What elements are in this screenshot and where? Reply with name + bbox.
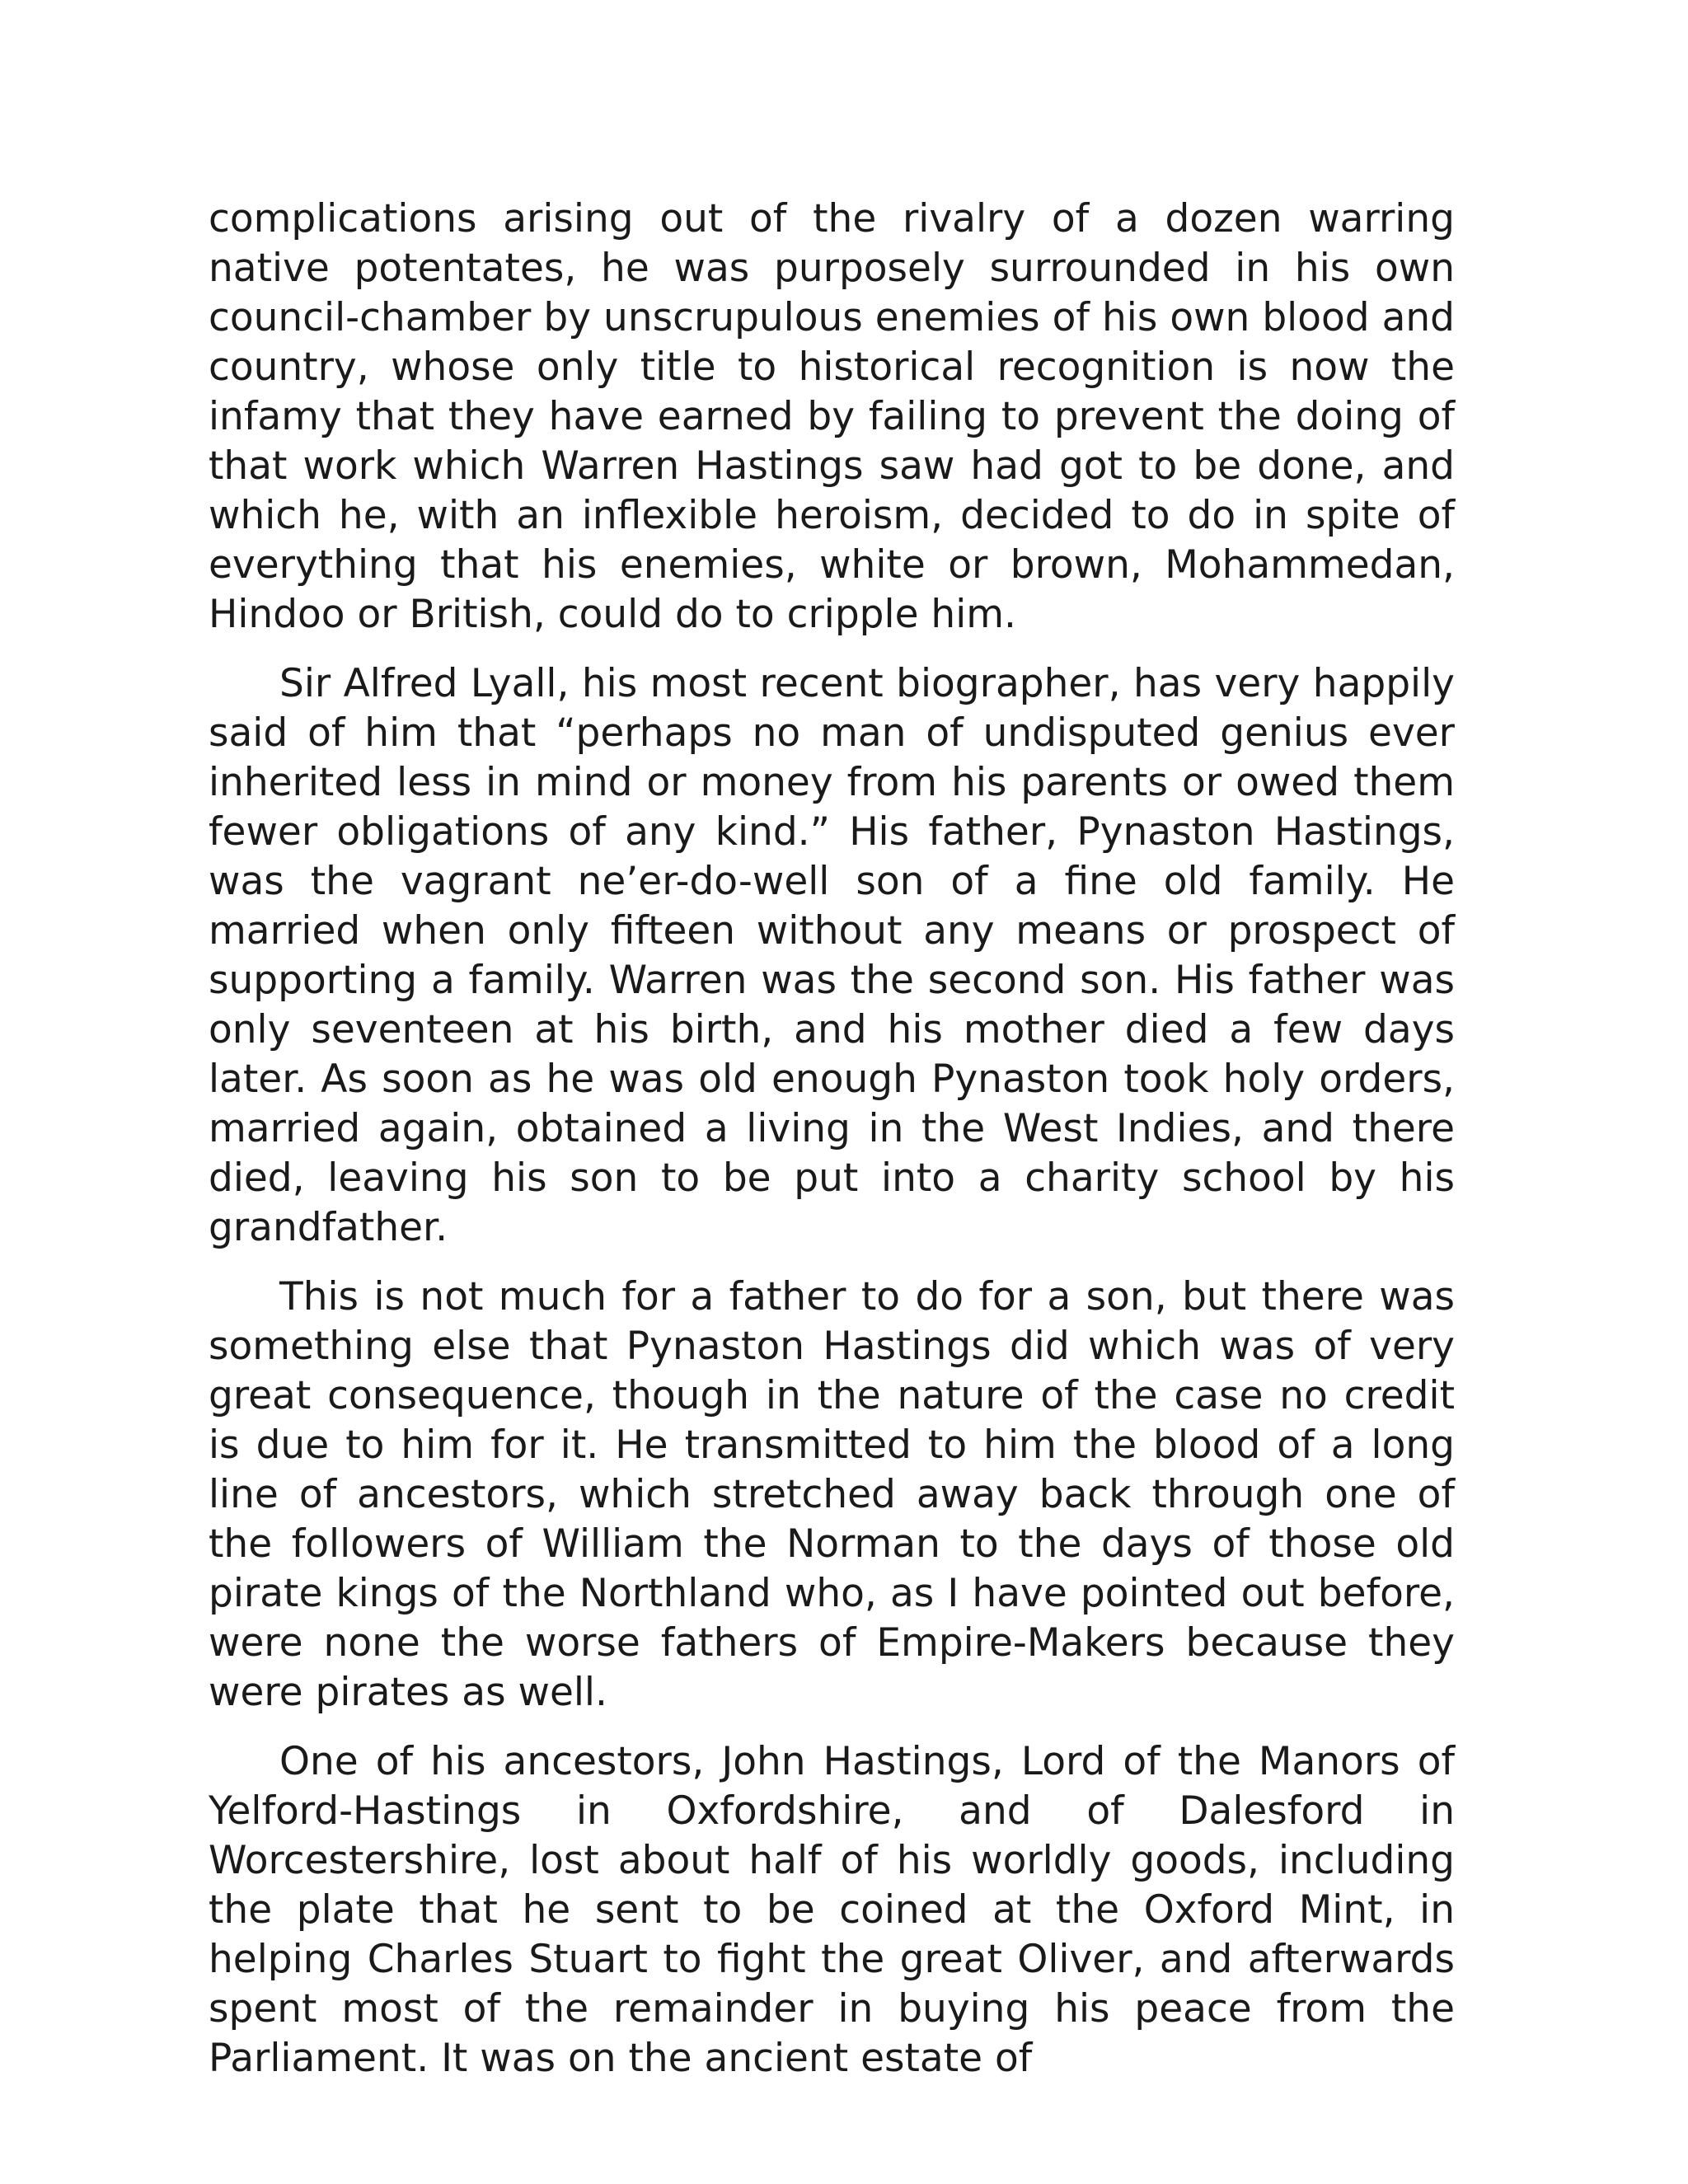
paragraph-2: Sir Alfred Lyall, his most recent biographer, has very happily said of him that “perhaps no man of undisputed genius ever inherited less in mind or money from his parents or owed them fewer obligations of any kind.” His father, Pynaston Hastings, was the vagrant ne’er-do-well son of a fine old family. He married when only fifteen without any means or prospect of supporting a family. Warren was the second son. His father was only seventeen at his birth, and his mother died a few days later. As soon as he was old enough Pynaston took holy orders, married again, obtained a living in the West Indies, and there died, leaving his son to be put into a charity school by his grandfather. xyxy=(209,661,1455,1250)
paragraph-3: This is not much for a father to do for a son, but there was something else that Pynaston Hastings did which was of very great consequence, though in the nature of the case no credit is due to him for it. He transmitted to him the blood of a long line of ancestors, which stretched away back through one of the followers of William the Norman to the days of those old pirate kings of the Northland who, as I have pointed out before, were none the worse fathers of Empire-Makers because they were pirates as well. xyxy=(209,1274,1455,1715)
paragraph-1: complications arising out of the rivalry of a dozen warring native potentates, he was purposely surrounded in his own council-chamber by unscrupulous enemies of his own blood and country, whose only title to historical recognition is now the infamy that they have earned by failing to prevent the doing of that work which Warren Hastings saw had got to be done, and which he, with an inflexible heroism, decided to do in spite of everything that his enemies, white or brown, Mohammedan, Hindoo or British, could do to cripple him. xyxy=(209,196,1455,637)
paragraph-4: One of his ancestors, John Hastings, Lord of the Manors of Yelford-Hastings in Oxfordshire, and of Dalesford in Worcestershire, lost about half of his worldly goods, including the plate that he sent to be coined at the Oxford Mint, in helping Charles Stuart to fight the great Oliver, and afterwards spent most of the remainder in buying his peace from the Parliament. It was on the ancient estate of xyxy=(209,1739,1455,2081)
page-body xyxy=(209,194,1455,2103)
